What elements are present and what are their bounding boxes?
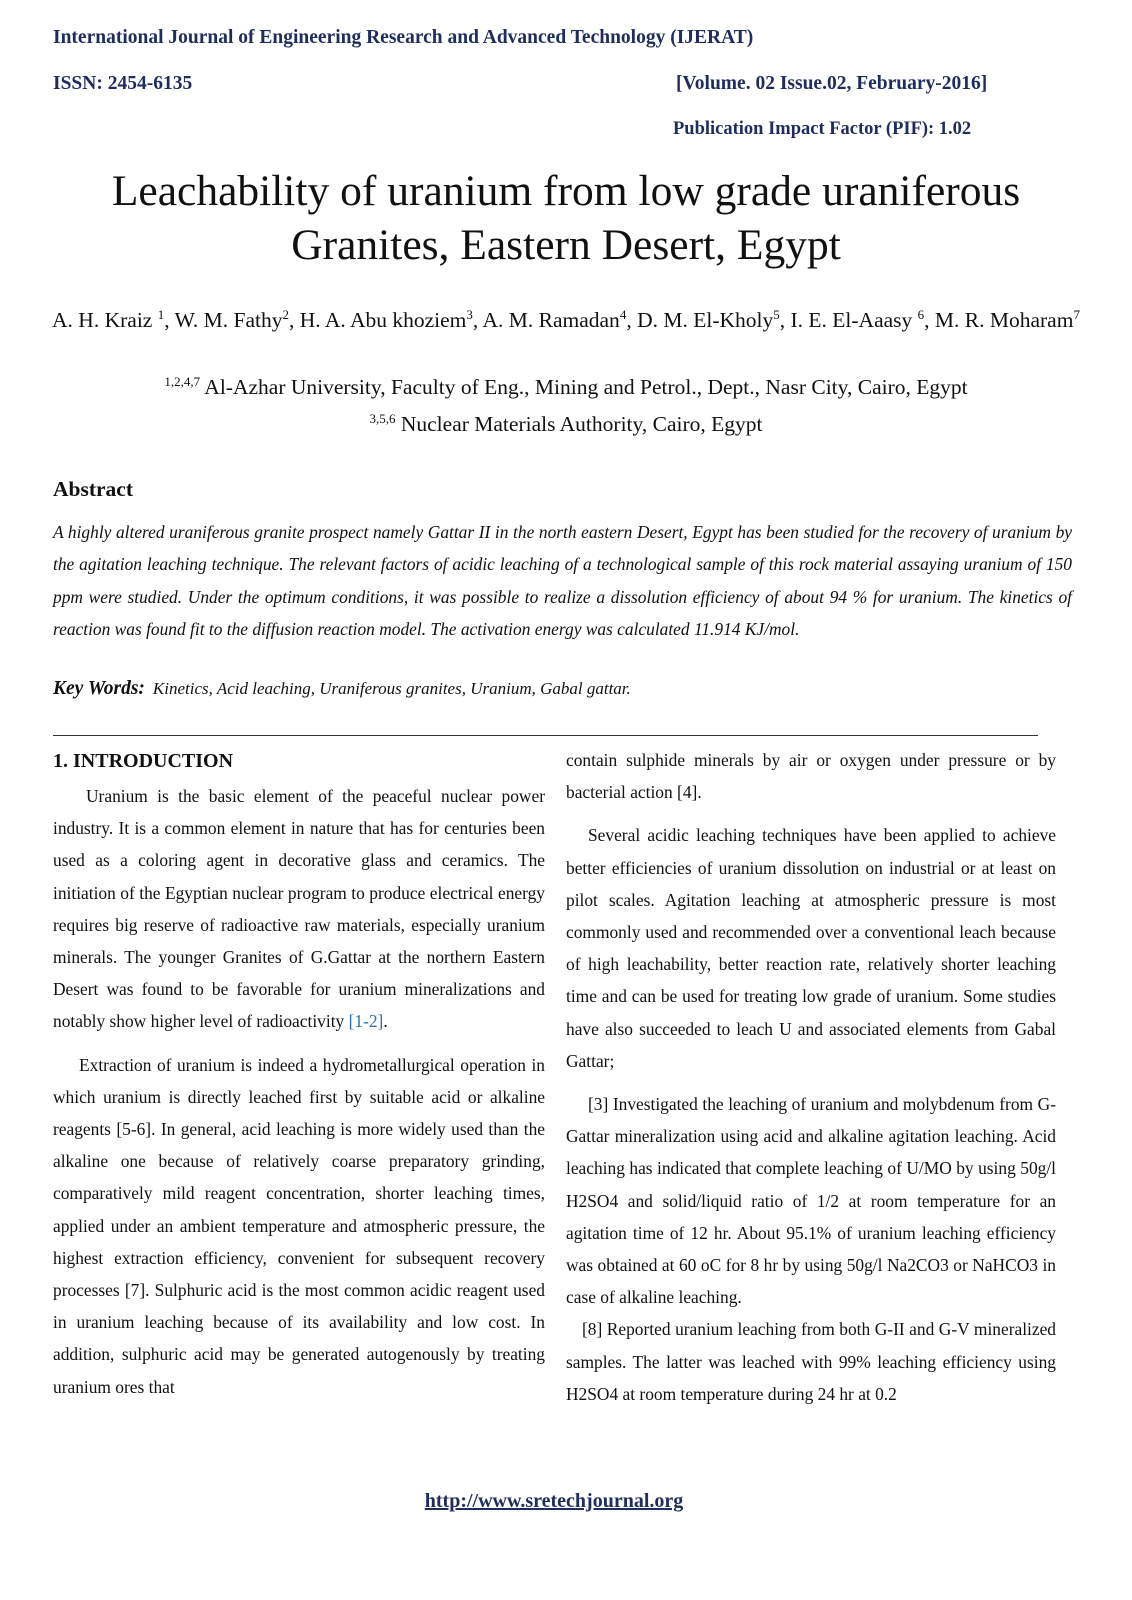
author: W. M. Fathy$^2$, (174, 306, 300, 332)
author: M. R. Moharam$^7$ (934, 306, 1080, 332)
volume-issue: [Volume. 02 Issue.02, February-2016] (676, 73, 988, 94)
keywords (53, 678, 631, 700)
issn: ISSN: 2454-6135 (53, 73, 193, 94)
title-line-2: Granites, Eastern Desert, Egypt (291, 221, 841, 269)
affiliation-2: $^{3,5,6}$ Nuclear Materials Authority, Cairo, Egypt (369, 410, 763, 436)
author: D. M. El-Kholy$^5$, (637, 306, 791, 332)
author: H. A. Abu khoziem$^3$, (299, 306, 483, 332)
left-column (53, 780, 545, 1403)
author-list (50, 307, 1082, 333)
journal-name: International Journal of Engineering Research and Advanced Technology (IJERAT) (53, 27, 754, 48)
intro-paragraph-1: Uranium is the basic element of the peaceful nuclear power industry. It is a common element in nature that has for centuries been used as a coloring agent in decorative glass and ceramics. The initiation of the Egyptian nuclear program to produce electrical energy requires big reserve of radioactive raw materials, especially uranium minerals. The younger Granites of G.Gattar at the northern Eastern Desert was found to be favorable for uranium mineralizations and notably show higher level of radioactivity [1-2]. (53, 786, 545, 1032)
keywords-text: Kinetics, Acid leaching, Uraniferous granites, Uranium, Gabal gattar. (152, 679, 631, 698)
section-heading-introduction: 1. INTRODUCTION (53, 750, 234, 772)
intro-paragraph-5: [3] Investigated the leaching of uranium and molybdenum from G-Gattar mineralization using acid and alkaline agitation leaching. Acid leaching has indicated that complete leaching of U/MO by using 50g/l H2SO4 and solid/liquid ratio of 1/2 at room temperature for an agitation time of 12 hr. About 95.1% of uranium leaching efficiency was obtained at 60 oC for 8 hr by using 50g/l Na2CO3 or NaHCO3 in case of alkaline leaching. (566, 1094, 1056, 1308)
section-divider (53, 735, 1038, 736)
right-column (566, 744, 1056, 1410)
author: I. E. El-Aaasy $^6$, (790, 306, 935, 332)
footer (0, 1490, 1108, 1513)
author: A. H. Kraiz $^1$, (52, 306, 175, 332)
citation-link[interactable]: [1-2] (348, 1011, 384, 1032)
intro-paragraph-2: Extraction of uranium is indeed a hydrometallurgical operation in which uranium is directly leached first by suitable acid or alkaline reagents [5-6]. In general, acid leaching is more widely used than the alkaline one because of relatively coarse preparatory grinding, comparatively mild reagent concentration, shorter leaching times, applied under an ambient temperature and atmospheric pressure, the highest extraction efficiency, convenient for subsequent recovery processes [7]. Sulphuric acid is the most common acidic reagent used in uranium leaching because of its availability and low cost. In addition, sulphuric acid may be generated autogenously by treating uranium ores that (53, 1054, 545, 1397)
title-line-1: Leachability of uranium from low grade uraniferous (111, 167, 1021, 215)
abstract-text: A highly altered uraniferous granite prospect namely Gattar II in the north eastern Desert, Egypt has been studied for the recovery of uranium by the agitation leaching technique. The relevant factors of acidic leaching of a technological sample of this rock material assaying uranium of 150 ppm were studied. Under the optimum conditions, it was possible to realize a dissolution efficiency of about 94 % for uranium. The kinetics of reaction was found fit to the diffusion reaction model. The activation energy was calculated 11.914 KJ/mol. (53, 522, 1072, 639)
abstract-heading: Abstract (53, 477, 134, 501)
affiliation-1: $^{1,2,4,7}$ Al-Azhar University, Faculty of Eng., Mining and Petrol., Dept., Nasr City, Cairo, Egypt (164, 373, 968, 399)
keywords-label: Key Words: (53, 678, 145, 699)
intro-paragraph-4: Several acidic leaching techniques have been applied to achieve better efficiencies of uranium dissolution on industrial or at least on pilot scales. Agitation leaching at atmospheric pressure is most commonly used and recommended over a conventional leach because of high leachability, better reaction rate, relatively shorter leaching time and can be used for treating low grade of uranium. Some studies have also succeeded to leach U and associated elements from Gabal Gattar; (566, 825, 1056, 1071)
paper-title (40, 164, 1092, 272)
intro-paragraph-6: [8] Reported uranium leaching from both G-II and G-V mineralized samples. The latter was leached with 99% leaching efficiency using H2SO4 at room temperature during 24 hr at 0.2 (566, 1319, 1056, 1404)
author: A. M. Ramadan$^4$, (482, 306, 638, 332)
intro-paragraph-3: contain sulphide minerals by air or oxygen under pressure or by bacterial action [4]. (566, 750, 1056, 803)
journal-url-link[interactable]: http://www.sretechjournal.org (424, 1490, 684, 1512)
impact-factor: Publication Impact Factor (PIF): 1.02 (673, 119, 972, 139)
